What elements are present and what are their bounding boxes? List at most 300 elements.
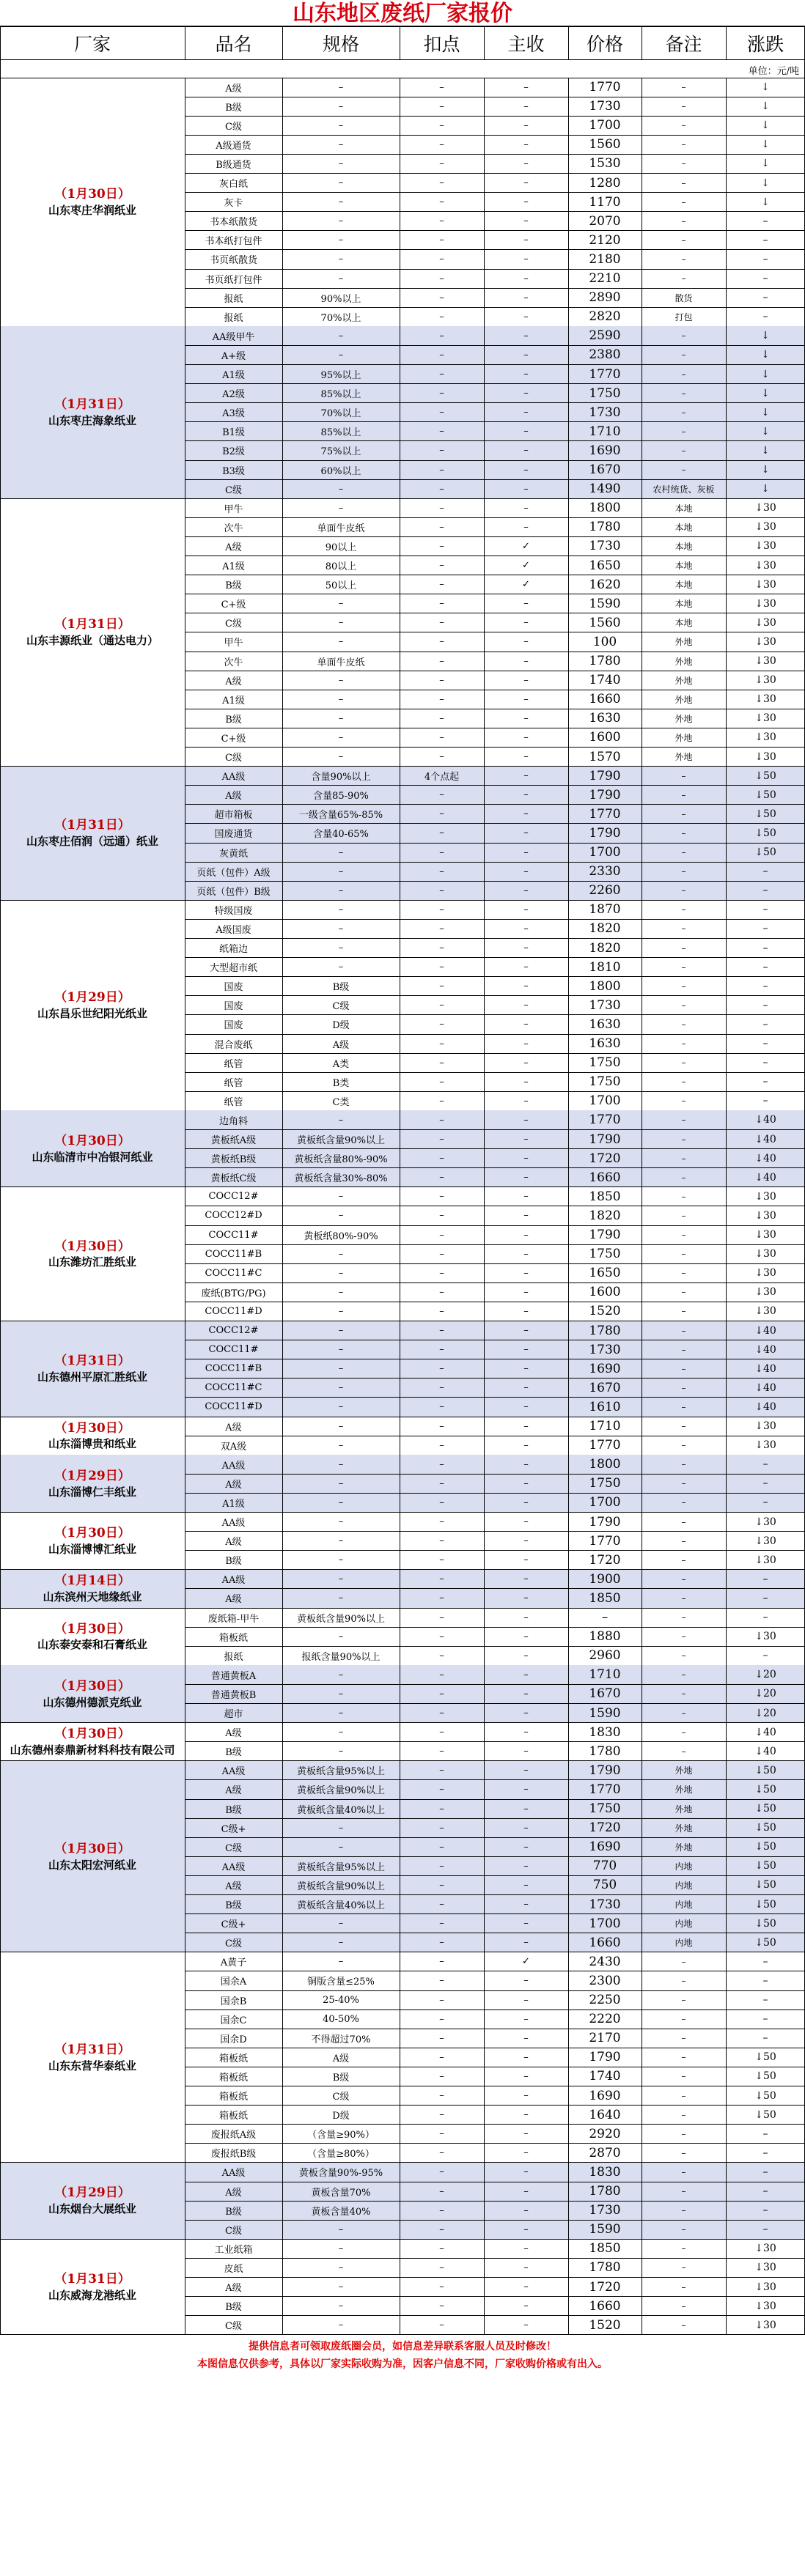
cell-change: ↓30 — [754, 2243, 776, 2255]
cell-note: – — [681, 770, 686, 781]
cell-spec: – — [338, 923, 344, 934]
cell-product: 报纸 — [224, 1651, 243, 1663]
cell-product: 国余A — [220, 1977, 247, 1988]
cell-note: – — [681, 2128, 686, 2139]
cell-note: – — [681, 2281, 686, 2292]
cell-note: 外地 — [674, 1842, 693, 1853]
cell-deduct: – — [439, 2319, 444, 2331]
cell-price: 1640 — [589, 2107, 621, 2122]
grid-line — [185, 976, 805, 977]
factory-name: 山东泰安泰和石膏纸业 — [37, 1638, 147, 1652]
cell-price: 1590 — [589, 596, 621, 611]
cell-note: – — [681, 1230, 686, 1241]
cell-price: 1750 — [589, 1801, 621, 1817]
cell-note: – — [681, 2109, 686, 2120]
cell-change: ↓50 — [754, 1860, 776, 1872]
cell-product: COCC12# — [208, 1325, 259, 1337]
cell-price: 1720 — [589, 1820, 621, 1836]
cell-main: – — [523, 770, 529, 782]
cell-change: ↓ — [761, 387, 770, 399]
grid-line — [282, 27, 283, 59]
cell-spec: 90%以上 — [320, 293, 361, 305]
cell-change: ↓40 — [754, 1362, 776, 1375]
cell-spec: – — [338, 846, 344, 858]
grid-line — [185, 919, 805, 920]
cell-spec: B级 — [332, 2072, 350, 2084]
cell-note: 外地 — [674, 637, 693, 648]
grid-line — [185, 135, 805, 136]
cell-change: ↓50 — [754, 827, 776, 839]
cell-deduct: – — [439, 1458, 444, 1470]
grid-line — [185, 747, 805, 748]
cell-product: COCC11#D — [205, 1401, 262, 1413]
cell-note: – — [681, 2090, 686, 2101]
cell-change: ↓40 — [754, 1400, 776, 1413]
cell-change: ↓30 — [754, 1554, 776, 1566]
cell-change: – — [762, 1057, 768, 1069]
cell-change: ↓40 — [754, 1171, 776, 1184]
cell-note: – — [681, 2262, 686, 2273]
cell-deduct: – — [439, 139, 444, 150]
grid-line — [185, 2258, 805, 2259]
cell-deduct: – — [439, 235, 444, 246]
cell-deduct: – — [439, 2051, 444, 2063]
cell-note: – — [681, 1650, 686, 1661]
cell-deduct: – — [439, 1095, 444, 1107]
cell-price: 1770 — [589, 1533, 621, 1549]
cell-spec: B类 — [332, 1077, 350, 1089]
cell-spec: 黄板纸80%-90% — [304, 1230, 378, 1242]
cell-main: ✓ — [522, 579, 530, 591]
cell-spec: （含量≥90%） — [307, 2130, 375, 2141]
cell-deduct: – — [439, 1899, 444, 1911]
grid-line — [484, 27, 485, 59]
cell-product: 书页纸散货 — [209, 255, 257, 267]
cell-deduct: – — [439, 1000, 444, 1011]
cell-spec: – — [338, 1458, 344, 1470]
cell-change: – — [762, 273, 768, 285]
cell-deduct: – — [439, 1765, 444, 1776]
cell-spec: 70%以上 — [320, 408, 361, 420]
cell-price: 1750 — [589, 1074, 621, 1090]
cell-spec: – — [338, 502, 344, 514]
cell-deduct: – — [439, 1134, 444, 1145]
cell-main: – — [523, 1382, 529, 1394]
cell-price: 2300 — [589, 1973, 621, 1988]
cell-main: – — [523, 1554, 529, 1566]
cell-main: – — [523, 846, 529, 858]
cell-deduct: – — [439, 2223, 444, 2235]
cell-deduct: – — [439, 1879, 444, 1891]
cell-main: – — [523, 502, 529, 514]
cell-deduct: – — [439, 789, 444, 801]
cell-deduct: – — [439, 885, 444, 896]
cell-main: – — [523, 1000, 529, 1011]
cell-note: – — [681, 1535, 686, 1546]
factory-name: 山东德州德派克纸业 — [43, 1695, 142, 1709]
cell-price: 2330 — [589, 864, 621, 879]
cell-spec: – — [338, 1496, 344, 1508]
cell-note: – — [681, 273, 686, 284]
cell-deduct: – — [439, 1975, 444, 1987]
cell-deduct: – — [439, 1918, 444, 1930]
cell-change: ↓30 — [754, 540, 776, 553]
cell-spec: 含量90%以上 — [311, 772, 371, 783]
cell-deduct: – — [439, 502, 444, 514]
cell-change: ↓30 — [754, 655, 776, 668]
cell-deduct: – — [439, 1784, 444, 1796]
cell-spec: 黄板纸含量90%以上 — [297, 1135, 385, 1147]
cell-price: 1770 — [589, 1438, 621, 1453]
cell-note: – — [681, 445, 686, 456]
cell-price: 1870 — [589, 902, 621, 918]
cell-note: – — [681, 1593, 686, 1603]
cell-change: ↓ — [761, 464, 770, 476]
cell-price: 1780 — [589, 654, 621, 669]
cell-deduct: – — [439, 617, 444, 629]
cell-deduct: – — [439, 464, 444, 476]
cell-deduct: – — [439, 100, 444, 112]
cell-price: 2430 — [589, 1954, 621, 1969]
cell-price: 1750 — [589, 1476, 621, 1491]
cell-product: A级 — [225, 1881, 242, 1892]
grid-line — [185, 1397, 805, 1398]
grid-line — [185, 1034, 805, 1035]
cell-change: – — [762, 1018, 768, 1030]
cell-change: ↓30 — [754, 1535, 776, 1547]
grid-line — [185, 1225, 805, 1226]
factory-name: 山东昌乐世纪阳光纸业 — [37, 1007, 147, 1021]
grid-line — [484, 78, 485, 2335]
cell-change: ↓30 — [754, 750, 776, 763]
cell-change: ↓40 — [754, 1152, 776, 1165]
cell-spec: – — [338, 1669, 344, 1680]
cell-product: A级 — [225, 676, 242, 687]
cell-note: 外地 — [674, 694, 693, 705]
factory-name: 山东德州泰鼎新材料科技有限公司 — [10, 1743, 175, 1757]
cell-price: 2070 — [589, 213, 621, 229]
cell-change: – — [762, 961, 768, 973]
cell-deduct: – — [439, 1477, 444, 1489]
cell-main: – — [523, 789, 529, 801]
cell-product: 灰卡 — [224, 198, 243, 210]
cell-deduct: – — [439, 923, 444, 934]
cell-change: ↓ — [761, 177, 770, 189]
cell-product: AA级 — [221, 2168, 246, 2180]
cell-change: – — [762, 1573, 768, 1585]
cell-price: 1730 — [589, 1897, 621, 1912]
cell-note: – — [681, 885, 686, 896]
cell-spec: – — [338, 1956, 344, 1968]
cell-deduct: – — [439, 119, 444, 131]
cell-deduct: – — [439, 483, 444, 495]
cell-product: A3级 — [222, 408, 245, 420]
cell-main: – — [523, 100, 529, 112]
cell-deduct: – — [439, 1650, 444, 1661]
cell-price: 1880 — [589, 1629, 621, 1645]
cell-spec: 80以上 — [325, 561, 357, 573]
cell-deduct: – — [439, 254, 444, 265]
cell-main: – — [523, 1038, 529, 1049]
cell-price: 2820 — [589, 309, 621, 325]
factory-date: （1月14日） — [54, 1573, 131, 1589]
cell-deduct: – — [439, 1535, 444, 1547]
cell-spec: – — [338, 349, 344, 361]
cell-price: 1790 — [589, 787, 621, 802]
grid-line — [185, 460, 805, 461]
grid-line — [726, 78, 727, 2335]
cell-change: – — [762, 2166, 768, 2178]
cell-main: – — [523, 636, 529, 648]
cell-product: B3级 — [222, 465, 245, 477]
cell-note: – — [681, 1975, 686, 1986]
grid-line — [282, 78, 283, 2335]
cell-product: 箱板纸 — [218, 2111, 248, 2122]
cell-product: COCC11#B — [205, 1363, 262, 1375]
grid-line — [185, 1531, 805, 1532]
cell-price: 1650 — [589, 1266, 621, 1281]
cell-price: 1780 — [589, 2184, 621, 2199]
cell-main: – — [523, 2204, 529, 2216]
factory-date: （1月30日） — [54, 187, 131, 202]
grid-line — [185, 1684, 805, 1685]
factory-cell — [0, 1110, 185, 1186]
cell-deduct: – — [439, 196, 444, 208]
cell-product: 次牛 — [224, 523, 243, 534]
cell-price: 2170 — [589, 2031, 621, 2046]
cell-change: ↓50 — [754, 2051, 776, 2064]
cell-note: – — [681, 215, 686, 226]
cell-price: 1700 — [589, 1916, 621, 1931]
cell-deduct: – — [439, 2128, 444, 2140]
cell-main: – — [523, 1841, 529, 1853]
cell-note: – — [681, 1058, 686, 1069]
factory-date: （1月31日） — [54, 2271, 131, 2287]
cell-deduct: – — [439, 2090, 444, 2102]
cell-deduct: – — [439, 1076, 444, 1088]
cell-spec: – — [338, 139, 344, 150]
cell-spec: – — [338, 1191, 344, 1203]
cell-main: – — [523, 1784, 529, 1796]
grid-line — [185, 1741, 805, 1742]
factory-date: （1月30日） — [54, 1420, 131, 1436]
cell-note: 外地 — [674, 1785, 693, 1796]
cell-note: – — [681, 426, 686, 437]
cell-note: 外地 — [674, 713, 693, 724]
grid-line — [185, 307, 805, 308]
cell-change: ↓50 — [754, 2070, 776, 2083]
cell-note: – — [681, 1249, 686, 1260]
cell-change: ↓ — [761, 425, 770, 438]
cell-spec: 85%以上 — [320, 389, 361, 401]
cell-main: – — [523, 1344, 529, 1356]
cell-product: 国废通货 — [214, 829, 253, 841]
cell-change: ↓20 — [754, 1707, 776, 1719]
cell-price: 2380 — [589, 347, 621, 363]
cell-price: 1850 — [589, 1590, 621, 1606]
cell-spec: – — [338, 1535, 344, 1547]
factory-date: （1月29日） — [54, 1468, 131, 1483]
cell-change: – — [762, 2204, 768, 2217]
cell-main: – — [523, 235, 529, 246]
cell-note: – — [681, 350, 686, 361]
cell-main: – — [523, 2090, 529, 2102]
cell-main: – — [523, 464, 529, 476]
cell-price: 1630 — [589, 1016, 621, 1032]
grid-line — [185, 1014, 805, 1015]
cell-price: 1850 — [589, 1189, 621, 1204]
factory-date: （1月31日） — [54, 397, 131, 413]
cell-main: – — [523, 1248, 529, 1260]
grid-line — [185, 785, 805, 786]
grid-line — [185, 288, 805, 289]
factory-cell — [0, 1455, 185, 1512]
cell-deduct: – — [439, 2013, 444, 2025]
cell-note: – — [681, 866, 686, 877]
cell-main: – — [523, 1860, 529, 1872]
cell-price: 1770 — [589, 80, 621, 95]
cell-change: – — [762, 1076, 768, 1088]
cell-main: – — [523, 1669, 529, 1680]
cell-note: – — [681, 2186, 686, 2197]
cell-main: – — [523, 177, 529, 189]
factory-cell — [0, 900, 185, 1110]
cell-main: – — [523, 2300, 529, 2312]
cell-main: – — [523, 1305, 529, 1317]
cell-note: – — [681, 1172, 686, 1183]
cell-note: 散货 — [674, 292, 693, 303]
cell-price: 2180 — [589, 251, 621, 267]
cell-note: – — [681, 158, 686, 169]
cell-deduct: – — [439, 215, 444, 227]
cell-note: – — [681, 2319, 686, 2330]
cell-change: ↓30 — [754, 2281, 776, 2293]
cell-price: 1780 — [589, 520, 621, 535]
cell-main: – — [523, 1363, 529, 1375]
cell-note: 本地 — [674, 503, 693, 514]
cell-change: ↓30 — [754, 712, 776, 725]
cell-price: 1280 — [589, 175, 621, 191]
cell-spec: 报纸含量90%以上 — [301, 1651, 381, 1663]
cell-note: – — [681, 1631, 686, 1642]
cell-product: C级+ — [221, 1823, 246, 1835]
cell-note: – — [681, 407, 686, 418]
cell-deduct: – — [439, 2032, 444, 2044]
cell-change: – — [762, 980, 768, 992]
cell-spec: – — [338, 1937, 344, 1949]
cell-change: ↓30 — [754, 578, 776, 591]
cell-product: 甲牛 — [224, 638, 243, 649]
grid-line — [185, 938, 805, 939]
cell-price: 2590 — [589, 328, 621, 344]
grid-line — [185, 517, 805, 518]
cell-spec: 单面牛皮纸 — [317, 523, 365, 534]
cell-deduct: – — [439, 560, 444, 572]
cell-note: – — [681, 120, 686, 131]
cell-change: ↓50 — [754, 2108, 776, 2121]
cell-spec: 黄板纸含量95%以上 — [297, 1766, 385, 1778]
cell-price: 2870 — [589, 2145, 621, 2160]
cell-price: 2210 — [589, 271, 621, 287]
cell-note: 本地 — [674, 522, 693, 533]
cell-deduct: – — [439, 407, 444, 418]
cell-price: 1750 — [589, 385, 621, 401]
cell-spec: A级 — [332, 2053, 350, 2064]
cell-price: 1730 — [589, 405, 621, 420]
cell-product: 箱板纸 — [218, 2092, 248, 2103]
cell-deduct: – — [439, 540, 444, 552]
cell-main: – — [523, 1899, 529, 1911]
cell-change: ↓30 — [754, 1190, 776, 1203]
cell-main: – — [523, 1439, 529, 1451]
cell-note: – — [681, 1191, 686, 1202]
cell-spec: – — [338, 1325, 344, 1337]
cell-deduct: – — [439, 981, 444, 992]
factory-cell — [0, 1665, 185, 1722]
cell-change: ↓50 — [754, 846, 776, 859]
cell-spec: （含量≥80%） — [307, 2149, 375, 2160]
cell-spec: – — [338, 81, 344, 93]
cell-change: – — [762, 215, 768, 227]
cell-main: – — [523, 1688, 529, 1700]
cell-product: B级 — [225, 1747, 242, 1759]
cell-main: – — [523, 655, 529, 667]
cell-change: ↓40 — [754, 1381, 776, 1394]
cell-deduct: – — [439, 2300, 444, 2312]
cell-product: 国废 — [224, 982, 243, 994]
cell-product: 页纸（包件）A级 — [196, 867, 271, 879]
grid-line — [185, 1913, 805, 1914]
cell-spec: – — [338, 1114, 344, 1126]
cell-price: 1590 — [589, 2222, 621, 2237]
cell-spec: D级 — [332, 2111, 350, 2122]
cell-change: ↓30 — [754, 1286, 776, 1299]
cell-spec: – — [338, 2223, 344, 2235]
cell-change: ↓30 — [754, 674, 776, 687]
cell-main: – — [523, 1535, 529, 1547]
cell-spec: 50以上 — [325, 580, 357, 592]
cell-note: – — [681, 1038, 686, 1049]
cell-product: 国余B — [220, 1996, 247, 2007]
cell-change: – — [762, 2147, 768, 2159]
cell-spec: – — [338, 2281, 344, 2293]
cell-note: – — [681, 1689, 686, 1700]
cell-main: – — [523, 1975, 529, 1987]
cell-deduct: – — [439, 1019, 444, 1030]
cell-deduct: – — [439, 1325, 444, 1337]
cell-note: – — [681, 1115, 686, 1126]
cell-product: C级 — [225, 2321, 242, 2333]
cell-price: 1790 — [589, 1228, 621, 1243]
cell-change: – — [762, 1974, 768, 1987]
cell-spec: – — [338, 1746, 344, 1757]
cell-spec: 黄板纸含量90%以上 — [297, 1785, 385, 1797]
cell-main: – — [523, 445, 529, 457]
cell-product: B级 — [225, 580, 242, 592]
factory-name: 山东淄博博汇纸业 — [48, 1542, 136, 1556]
cell-deduct: – — [439, 904, 444, 915]
cell-note: – — [681, 1573, 686, 1584]
cell-product: A2级 — [222, 389, 245, 401]
cell-note: – — [681, 1727, 686, 1738]
cell-change: ↓30 — [754, 559, 776, 572]
cell-main: – — [523, 2166, 529, 2178]
cell-product: B级 — [225, 714, 242, 726]
cell-main: – — [523, 962, 529, 973]
cell-spec: – — [338, 2319, 344, 2331]
cell-note: 内地 — [674, 1938, 693, 1949]
cell-price: 2920 — [589, 2126, 621, 2141]
